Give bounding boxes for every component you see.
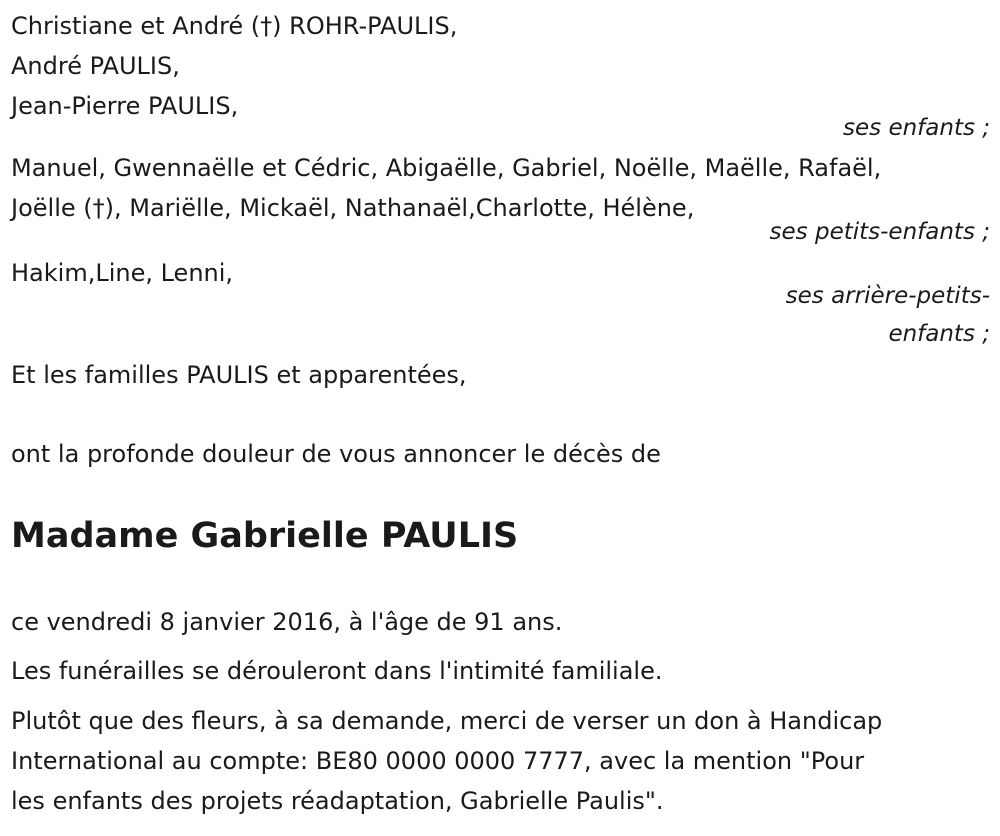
families-line: Et les familles PAULIS et apparentées,	[11, 361, 467, 389]
great-grandchild-line: Hakim,Line, Lenni,	[11, 259, 234, 287]
grandchild-line: Joëlle (†), Mariëlle, Mickaël, Nathanaël,Charlotte, Hélène,	[11, 194, 695, 222]
great-grandchildren-role-line: ses arrière-petits-	[785, 283, 990, 309]
donation-line: les enfants des projets réadaptation, Gabrielle Paulis".	[11, 787, 664, 815]
grandchild-line: Manuel, Gwennaëlle et Cédric, Abigaëlle, Gabriel, Noëlle, Maëlle, Rafaël,	[11, 154, 882, 182]
child-line: Jean-Pierre PAULIS,	[11, 92, 239, 120]
deceased-name: Madame Gabrielle PAULIS	[11, 516, 519, 556]
funeral-line: Les funérailles se dérouleront dans l'intimité familiale.	[11, 657, 663, 685]
announcement-line: ont la profonde douleur de vous annoncer le décès de	[11, 440, 661, 468]
child-line: Christiane et André (†) ROHR-PAULIS,	[11, 12, 458, 40]
great-grandchildren-role-line: enfants ;	[888, 321, 990, 347]
child-line: André PAULIS,	[11, 52, 180, 80]
children-role: ses enfants ;	[843, 115, 990, 141]
grandchildren-role: ses petits-enfants ;	[769, 219, 990, 245]
donation-line: International au compte: BE80 0000 0000 7777, avec la mention "Pour	[11, 747, 865, 775]
date-line: ce vendredi 8 janvier 2016, à l'âge de 91 ans.	[11, 608, 563, 636]
donation-line: Plutôt que des fleurs, à sa demande, merci de verser un don à Handicap	[11, 707, 883, 735]
